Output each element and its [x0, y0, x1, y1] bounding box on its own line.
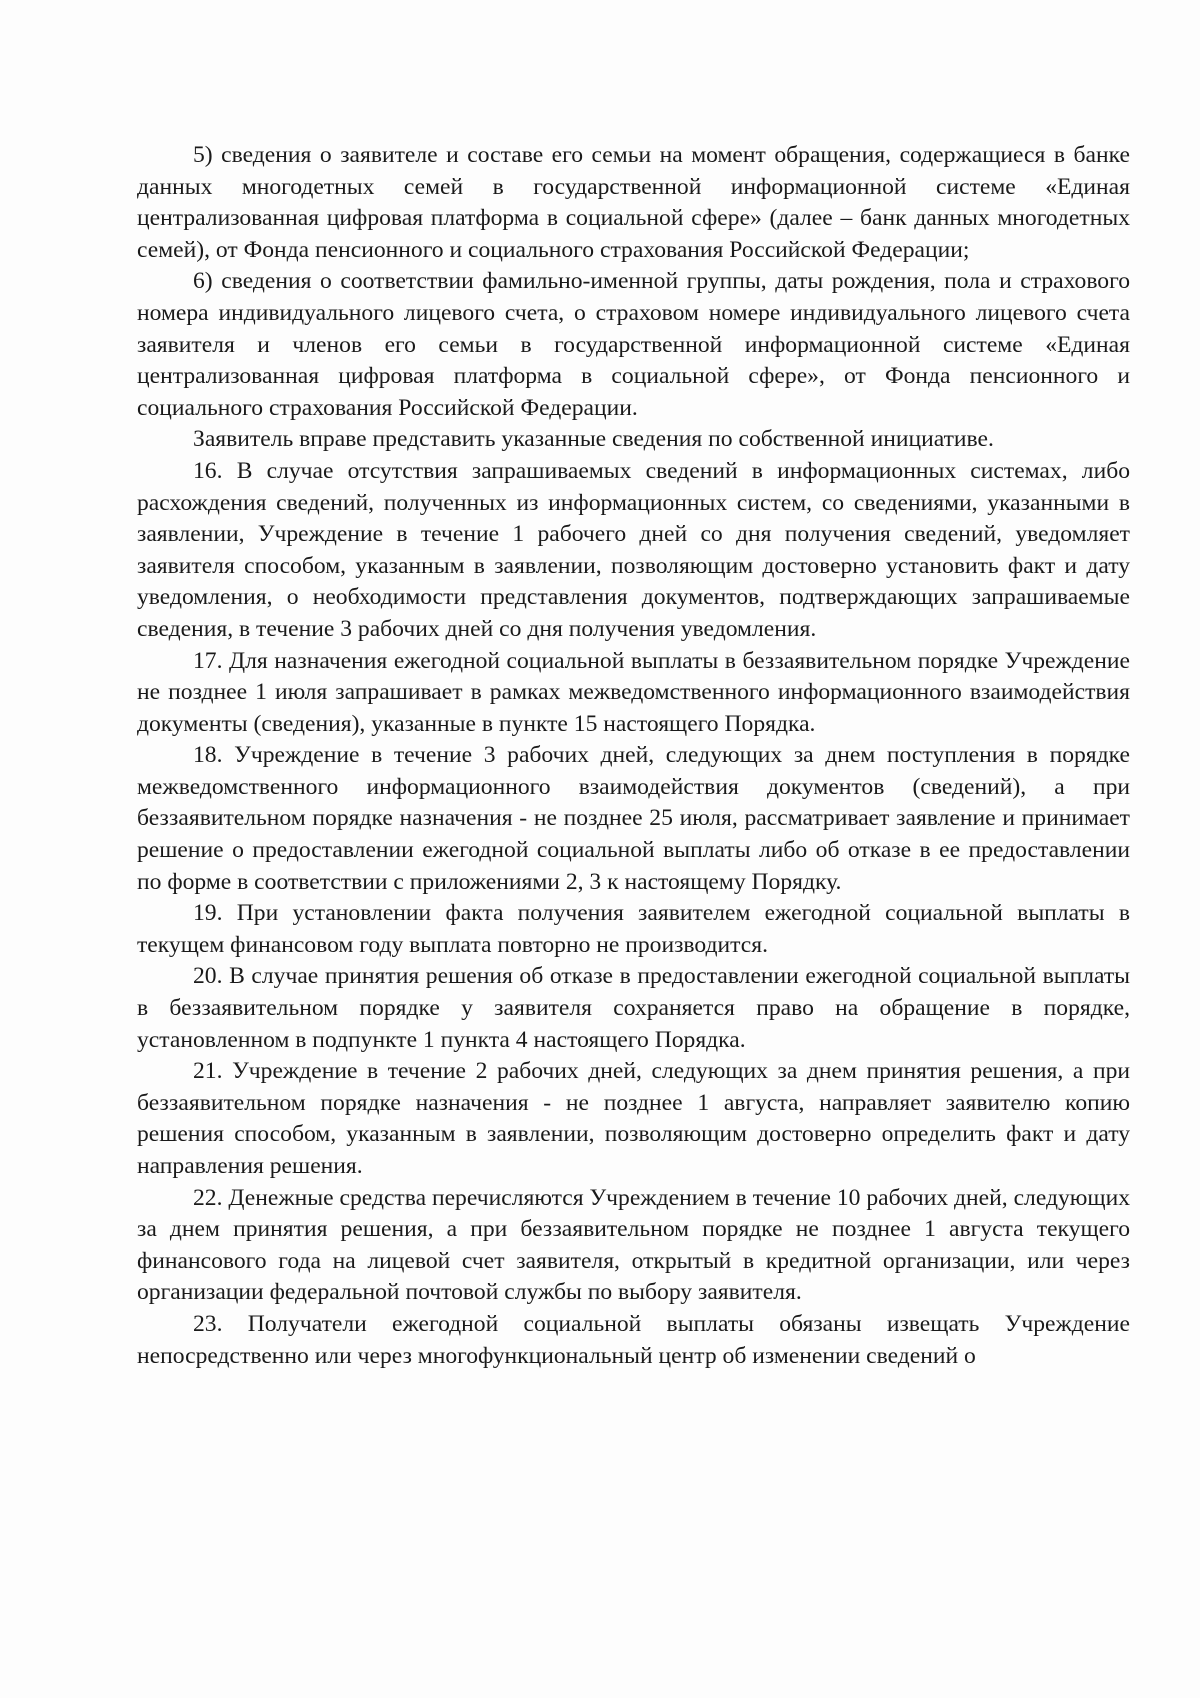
document-body	[137, 140, 1130, 1372]
paragraph-16: 16. В случае отсутствия запрашиваемых сведений в информационных системах, либо расхождения сведений, полученных из информационных систем, со сведениями, указанными в заявлении, Учреждение в течение 1 рабочего дней со дня получения сведений, уведомляет заявителя способом, указанным в заявлении, позволяющим достоверно установить факт и дату уведомления, о необходимости представления документов, подтверждающих запрашиваемые сведения, в течение 3 рабочих дней со дня получения уведомления.	[137, 457, 1130, 642]
paragraph-22: 22. Денежные средства перечисляются Учреждением в течение 10 рабочих дней, следующих за днем принятия решения, а при беззаявительном порядке не позднее 1 августа текущего финансового года на лицевой счет заявителя, открытый в кредитной организации, или через организации федеральной почтовой службы по выбору заявителя.	[137, 1184, 1130, 1306]
paragraph-item-5: 5) сведения о заявителе и составе его семьи на момент обращения, содержащиеся в банке данных многодетных семей в государственной информационной системе «Единая централизованная цифровая платформа в социальной сфере» (далее – банк данных многодетных семей), от Фонда пенсионного и социального страхования Российской Федерации;	[137, 142, 1130, 263]
paragraph-20: 20. В случае принятия решения об отказе в предоставлении ежегодной социальной выплаты в беззаявительном порядке у заявителя сохраняется право на обращение в порядке, установленном в подпункте 1 пункта 4 настоящего Порядка.	[137, 963, 1130, 1053]
paragraph-applicant-right: Заявитель вправе представить указанные сведения по собственной инициативе.	[193, 426, 994, 453]
paragraph-item-6: 6) сведения о соответствии фамильно-именной группы, даты рождения, пола и страхового номера индивидуального лицевого счета, о страховом номере индивидуального лицевого счета заявителя и членов его семьи в государственной информационной системе «Единая централизованная цифровая платформа в социальной сфере», от Фонда пенсионного и социального страхования Российской Федерации.	[137, 268, 1130, 421]
paragraph-18: 18. Учреждение в течение 3 рабочих дней, следующих за днем поступления в порядке межведомственного информационного взаимодействия документов (сведений), а при беззаявительном порядке назначения - не позднее 25 июля, рассматривает заявление и принимает решение о предоставлении ежегодной социальной выплаты либо об отказе в ее предоставлении по форме в соответствии с приложениями 2, 3 к настоящему Порядку.	[137, 742, 1130, 895]
paragraph-23: 23. Получатели ежегодной социальной выплаты обязаны извещать Учреждение непосредственно или через многофункциональный центр об изменении сведений о	[137, 1310, 1130, 1369]
paragraph-21: 21. Учреждение в течение 2 рабочих дней, следующих за днем принятия решения, а при беззаявительном порядке назначения - не позднее 1 августа, направляет заявителю копию решения способом, указанным в заявлении, позволяющим достоверно определить факт и дату направления решения.	[137, 1058, 1130, 1179]
paragraph-19: 19. При установлении факта получения заявителем ежегодной социальной выплаты в текущем финансовом году выплата повторно не производится.	[137, 900, 1130, 958]
paragraph-17: 17. Для назначения ежегодной социальной выплаты в беззаявительном порядке Учреждение не позднее 1 июля запрашивает в рамках межведомственного информационного взаимодействия документы (сведения), указанные в пункте 15 настоящего Порядка.	[137, 647, 1130, 737]
